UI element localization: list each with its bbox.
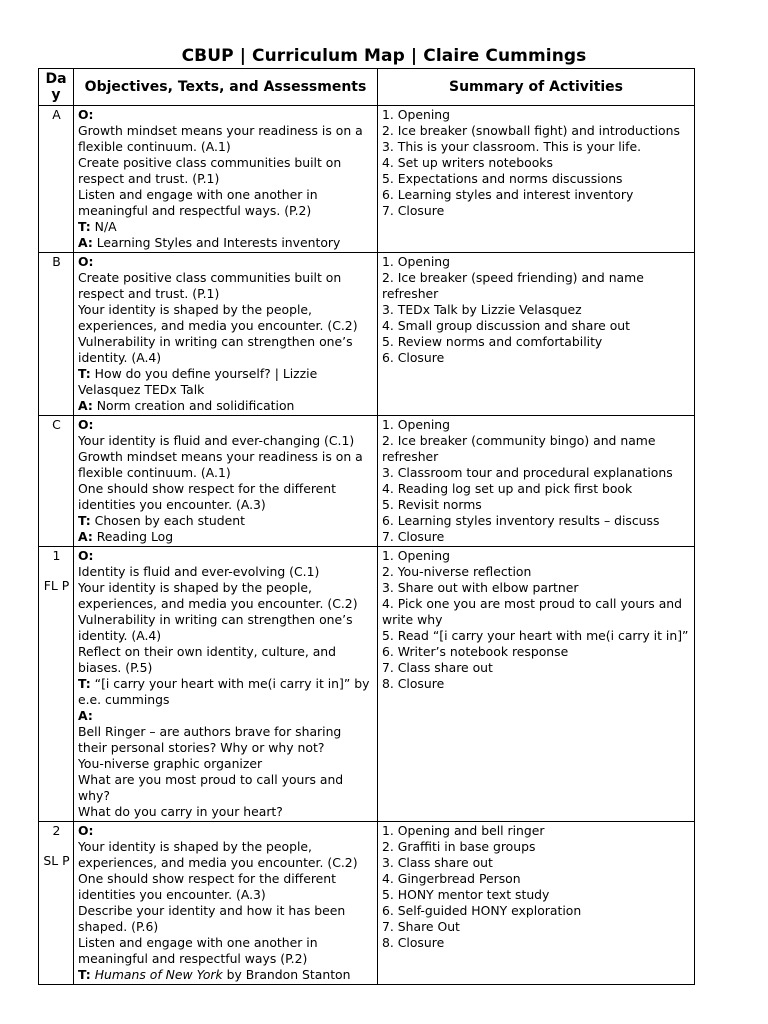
day-label: 2 [52,823,61,838]
activity-item: 4. Set up writers notebooks [382,155,553,170]
activity-item: 5. Read “[i carry your heart with me(i carry it in]” [382,628,689,643]
objective-line [78,708,374,724]
objective-line [78,529,374,545]
activity-item: 3. This is your classroom. This is your life. [382,139,642,154]
objective-line: Growth mindset means your readiness is on a flexible continuum. (A.1) [78,123,363,154]
activity-item: 7. Closure [382,203,445,218]
day-cell [39,822,74,985]
activity-item: 2. You-niverse reflection [382,564,532,579]
activity-item: 7. Class share out [382,660,493,675]
activity-item: 2. Ice breaker (community bingo) and name refresher [382,433,656,464]
activities-cell [378,106,695,253]
table-row [39,547,695,822]
objective-label: T: [78,967,91,982]
objective-line: Create positive class communities built on respect and trust. (P.1) [78,270,342,301]
text-title: Humans of New York [94,967,223,982]
objective-text: Chosen by each student [90,513,245,528]
document-title: CBUP | Curriculum Map | Claire Cummings [181,46,587,66]
day-cell [39,547,74,822]
objectives-cell [74,253,378,416]
day-label: A [52,107,61,122]
objective-line [78,366,374,398]
objectives-cell [74,822,378,985]
objective-line: One should show respect for the different identities you encounter. (A.3) [78,871,336,902]
objective-line [78,219,374,235]
objective-line: Your identity is shaped by the people, experiences, and media you encounter. (C.2) [78,839,358,870]
objective-line: You-niverse graphic organizer [78,756,263,771]
activity-item: 7. Closure [382,529,445,544]
objective-line: Reflect on their own identity, culture, and biases. (P.5) [78,644,337,675]
objective-line: O: [78,823,94,838]
activity-item: 6. Learning styles and interest inventory [382,187,634,202]
activity-item: 6. Writer’s notebook response [382,644,569,659]
objective-label: A: [78,398,93,413]
objective-label: T: [78,676,91,691]
activity-item: 2. Ice breaker (snowball fight) and introductions [382,123,680,138]
objective-line: Identity is fluid and ever-evolving (C.1) [78,564,320,579]
objective-line: Listen and engage with one another in meaningful and respectful ways. (P.2) [78,187,318,218]
objective-line: Vulnerability in writing can strengthen one’s identity. (A.4) [78,334,353,365]
curriculum-map-table [38,68,695,985]
activities-cell [378,416,695,547]
objective-line: Vulnerability in writing can strengthen one’s identity. (A.4) [78,612,353,643]
activity-item: 1. Opening [382,417,451,432]
activity-item: 3. Classroom tour and procedural explanations [382,465,673,480]
header-objectives: Objectives, Texts, and Assessments [74,69,378,106]
objective-label: A: [78,529,93,544]
day-cell [39,106,74,253]
objective-label: T: [78,366,91,381]
activity-item: 5. Revisit norms [382,497,482,512]
table-row [39,106,695,253]
activity-item: 8. Closure [382,935,445,950]
table-row [39,253,695,416]
activity-item: 1. Opening [382,254,451,269]
activity-item: 8. Closure [382,676,445,691]
activity-item: 2. Ice breaker (speed friending) and name refresher [382,270,644,301]
objective-line [78,235,374,251]
activity-item: 4. Gingerbread Person [382,871,521,886]
objective-line [78,398,374,414]
objective-line: Your identity is fluid and ever-changing (C.1) [78,433,355,448]
activity-item: 1. Opening [382,548,451,563]
objective-text: Reading Log [92,529,174,544]
activity-item: 5. Expectations and norms discussions [382,171,623,186]
day-label: 1 [52,548,61,563]
objective-line: Your identity is shaped by the people, experiences, and media you encounter. (C.2) [78,580,358,611]
activity-item: 6. Learning styles inventory results – discuss [382,513,660,528]
activity-item: 2. Graffiti in base groups [382,839,536,854]
objective-line: Bell Ringer – are authors brave for sharing their personal stories? Why or why not? [78,724,342,755]
day-label: B [52,254,61,269]
activity-item: 3. TEDx Talk by Lizzie Velasquez [382,302,582,317]
activity-item: 5. Review norms and comfortability [382,334,603,349]
activity-item: 3. Share out with elbow partner [382,580,579,595]
objective-line: Create positive class communities built on respect and trust. (P.1) [78,155,342,186]
table-body [39,106,695,985]
objective-line: What are you most proud to call yours and why? [78,772,344,803]
objective-line: Describe your identity and how it has been shaped. (P.6) [78,903,346,934]
header-day: Da y [39,69,74,106]
objective-text: Norm creation and solidification [92,398,295,413]
objective-line [78,967,374,983]
table-row [39,822,695,985]
objective-label: T: [78,513,91,528]
objective-line: Your identity is shaped by the people, experiences, and media you encounter. (C.2) [78,302,358,333]
activities-cell [378,253,695,416]
activity-item: 5. HONY mentor text study [382,887,550,902]
activity-item: 3. Class share out [382,855,493,870]
day-label: C [52,417,61,432]
objective-line: Listen and engage with one another in meaningful and respectful ways (P.2) [78,935,318,966]
activity-item: 6. Closure [382,350,445,365]
day-cell [39,253,74,416]
day-sublabel: FL P [43,578,70,593]
activity-item: 4. Reading log set up and pick first book [382,481,633,496]
header-activities: Summary of Activities [378,69,695,106]
day-sublabel: SL P [43,853,70,868]
objective-line: O: [78,107,94,122]
day-cell [39,416,74,547]
table-row [39,416,695,547]
objective-text: How do you define yourself? | Lizzie Velasquez TEDx Talk [78,366,318,397]
objective-line: O: [78,417,94,432]
objectives-cell [74,547,378,822]
activity-item: 1. Opening [382,107,451,122]
activity-item: 6. Self-guided HONY exploration [382,903,582,918]
activities-cell [378,822,695,985]
objective-line: O: [78,548,94,563]
objective-text: “[i carry your heart with me(i carry it in]” by e.e. cummings [78,676,370,707]
objective-text: Learning Styles and Interests inventory [92,235,341,250]
activity-item: 4. Pick one you are most proud to call yours and write why [382,596,683,627]
activities-cell [378,547,695,822]
objective-text: by Brandon Stanton [222,967,351,982]
objective-line [78,513,374,529]
objective-label: T: [78,219,91,234]
objective-label: A: [78,235,93,250]
objective-line: O: [78,254,94,269]
objectives-cell [74,416,378,547]
objective-line [78,676,374,708]
objective-label: A: [78,708,93,723]
table-header-row [39,69,695,106]
objective-text: N/A [90,219,117,234]
activity-item: 4. Small group discussion and share out [382,318,631,333]
objectives-cell [74,106,378,253]
objective-line: One should show respect for the different identities you encounter. (A.3) [78,481,336,512]
objective-line: Growth mindset means your readiness is on a flexible continuum. (A.1) [78,449,363,480]
objective-line: What do you carry in your heart? [78,804,283,819]
activity-item: 7. Share Out [382,919,460,934]
activity-item: 1. Opening and bell ringer [382,823,545,838]
